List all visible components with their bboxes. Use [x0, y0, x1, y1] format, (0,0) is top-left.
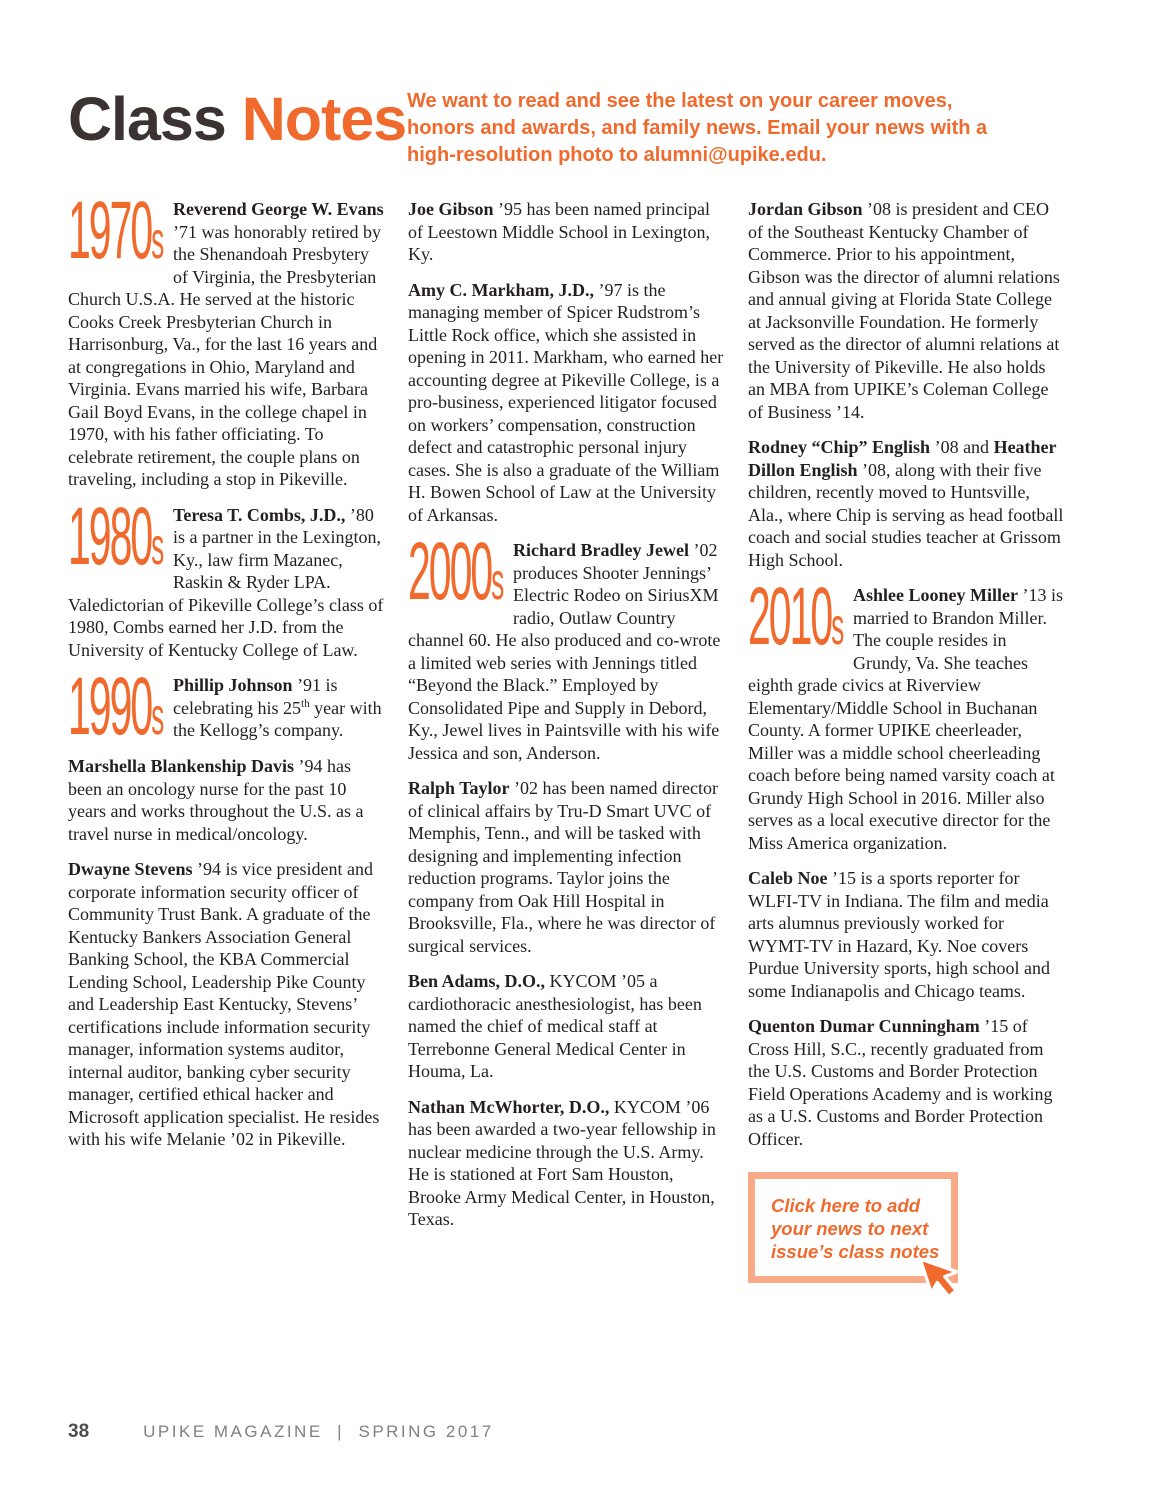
- note-richard-jewel: [408, 526, 726, 764]
- note-dwayne-stevens: [68, 858, 386, 1151]
- page-number: 38: [68, 1421, 90, 1442]
- note-jordan-gibson: [748, 198, 1066, 423]
- note-text: Amy C. Markham, J.D., ’97 is the managing member of Spicer Rudstrom’s Little Rock office, which she assisted in opening in 2011. Markham, who earned her accounting degree at Pikeville College, is a pro-business, experienced litigator focused on workers’ compensation, construction defect and catastrophic personal injury cases. She is also a graduate of the William H. Bowen School of Law at the University of Arkansas.: [408, 279, 724, 525]
- note-english-family: [748, 436, 1066, 571]
- note-teresa-combs: [68, 490, 386, 662]
- column-left: [68, 185, 386, 1283]
- note-text: Nathan McWhorter, D.O., KYCOM ’06 has been awarded a two-year fellowship in nuclear medicine through the U.S. Army. He is stationed at Fort Sam Houston, Brooke Army Medical Center, in Houston, Texas.: [408, 1096, 716, 1229]
- note-text: Phillip Johnson ’91 is celebrating his 25th year with the Kellogg’s company.: [173, 675, 382, 740]
- decade-2010s: [748, 571, 844, 662]
- decade-2000s-numerals: 2000s: [408, 526, 504, 617]
- note-text: Ben Adams, D.O., KYCOM ’05 a cardiothoracic anesthesiologist, has been named the chief of medical staff at Terrebonne General Medical Center in Houma, La.: [408, 971, 702, 1081]
- note-text: Reverend George W. Evans ’71 was honorably retired by the Shenandoah Presbytery of Virginia, the Presbyterian Church U.S.A. He served at the historic Cooks Creek Presbyterian Church in Harrisonburg, Va., for the last 16 years and at congregations in Ohio, Maryland and Virginia. Evans married his wife, Barbara Gail Boyd Evans, in the college chapel in 1970, with his father officiating. To celebrate retirement, the couple plans on traveling, including a stop in Pikeville.: [68, 199, 384, 489]
- note-ashlee-miller: [748, 571, 1066, 854]
- column-right: [748, 198, 1066, 1283]
- note-text: Ashlee Looney Miller ’13 is married to Brandon Miller. The couple resides in Grundy, Va. She teaches eighth grade civics at Riverview Elementary/Middle School in Buchanan County. A former UPIKE cheerleader, Miller was a middle school cheerleading coach before being named varsity coach at Grundy High School in 2016. Miller also serves as a local executive director for the Miss America organization.: [748, 585, 1063, 853]
- page-title-class: Class: [68, 85, 226, 153]
- decade-1990s: [68, 661, 164, 752]
- page-title: [68, 85, 407, 153]
- notes-columns: [68, 185, 1066, 1283]
- note-joe-gibson: [408, 198, 726, 266]
- column-middle: [408, 198, 726, 1283]
- note-ralph-taylor: [408, 777, 726, 957]
- intro-blurb: We want to read and see the latest on your career moves, honors and awards, and family news. Email your news with a high-resolution photo to alumni@upike.edu.: [407, 90, 988, 166]
- page-footer: [68, 1421, 494, 1443]
- note-text: Richard Bradley Jewel ’02 produces Shooter Jennings’ Electric Rodeo on SiriusXM radio, Outlaw Country channel 60. He also produced and co-wrote a limited web series with Jennings titled “Beyond the Black.” Employed by Consolidated Pipe and Supply in Debord, Ky., Jewel lives in Paintsville with his wife Jessica and son, Anderson.: [408, 540, 721, 763]
- note-ben-adams: [408, 970, 726, 1083]
- note-amy-markham: [408, 279, 726, 527]
- decade-1990s-numerals: 1990s: [68, 661, 164, 752]
- note-caleb-noe: [748, 867, 1066, 1002]
- decade-1980s: [68, 490, 164, 582]
- page-title-notes: Notes: [241, 85, 407, 153]
- note-phillip-johnson: [68, 661, 386, 752]
- note-reverend-george-evans: [68, 185, 386, 491]
- note-text: Jordan Gibson ’08 is president and CEO of the Southeast Kentucky Chamber of Commerce. Prior to his appointment, Gibson was the director of alumni relations and annual giving at Florida State College at Jacksonville Foundation. He formerly served as the director of alumni relations at the University of Pikeville. He also holds an MBA from UPIKE’s Coleman College of Business ’14.: [748, 199, 1060, 422]
- note-text: Ralph Taylor ’02 has been named director of clinical affairs by Tru-D Smart UVC of Memphis, Tenn., and will be tasked with designing and implementing infection reduction programs. Taylor joins the company from Oak Hill Hospital in Brooksville, Fla., where he was director of surgical services.: [408, 778, 718, 956]
- note-text: Caleb Noe ’15 is a sports reporter for WLFI-TV in Indiana. The film and media arts alumnus previously worked for WYMT-TV in Hazard, Ky. Noe covers Purdue University sports, high school and some Indianapolis and Chicago teams.: [748, 868, 1050, 1001]
- decade-2010s-numerals: 2010s: [748, 571, 844, 662]
- cursor-arrow-icon: [913, 1245, 974, 1313]
- note-nathan-mcwhorter: [408, 1096, 726, 1231]
- decade-1970s-numerals: 1970s: [68, 185, 164, 276]
- note-text: Quenton Dumar Cunningham ’15 of Cross Hill, S.C., recently graduated from the U.S. Customs and Border Protection Field Operations Academy and is working as a U.S. Customs and Border Protection Officer.: [748, 1016, 1053, 1149]
- note-text: Rodney “Chip” English ’08 and Heather Dillon English ’08, along with their five children, recently moved to Huntsville, Ala., where Chip is serving as head football coach and social studies teacher at Grissom High School.: [748, 437, 1064, 570]
- add-news-cta-label[interactable]: Click here to add your news to next issue’s class notes: [771, 1195, 940, 1262]
- note-text: Marshella Blankenship Davis ’94 has been an oncology nurse for the past 10 years and works throughout the U.S. as a travel nurse in medical/oncology.: [68, 756, 364, 844]
- footer-credit: UPIKE MAGAZINE | SPRING 2017: [143, 1422, 494, 1441]
- note-text: Joe Gibson ’95 has been named principal of Leestown Middle School in Lexington, Ky.: [408, 199, 710, 264]
- note-text: Teresa T. Combs, J.D., ’80 is a partner in the Lexington, Ky., law firm Mazanec, Raskin & Ryder LPA. Valedictorian of Pikeville College’s class of 1980, Combs earned her J.D. from the University of Kentucky College of Law.: [68, 504, 384, 660]
- add-news-cta-box[interactable]: [748, 1172, 958, 1283]
- note-text: Dwayne Stevens ’94 is vice president and corporate information security officer of Community Trust Bank. A graduate of the Kentucky Bankers Association General Banking School, the KBA Commercial Lending School, Leadership Pike County and Leadership East Kentucky, Stevens’ certifications include information security manager, information systems auditor, internal auditor, banking cyber security manager, certified ethical hacker and Microsoft application specialist. He resides with his wife Melanie ’02 in Pikeville.: [68, 859, 380, 1149]
- decade-2000s: [408, 526, 504, 617]
- note-quenton-cunningham: [748, 1015, 1066, 1150]
- page-header: [68, 86, 1165, 198]
- decade-1970s: [68, 185, 164, 276]
- note-marshella-davis: [68, 755, 386, 845]
- decade-1980s-numerals: 1980s: [68, 490, 164, 582]
